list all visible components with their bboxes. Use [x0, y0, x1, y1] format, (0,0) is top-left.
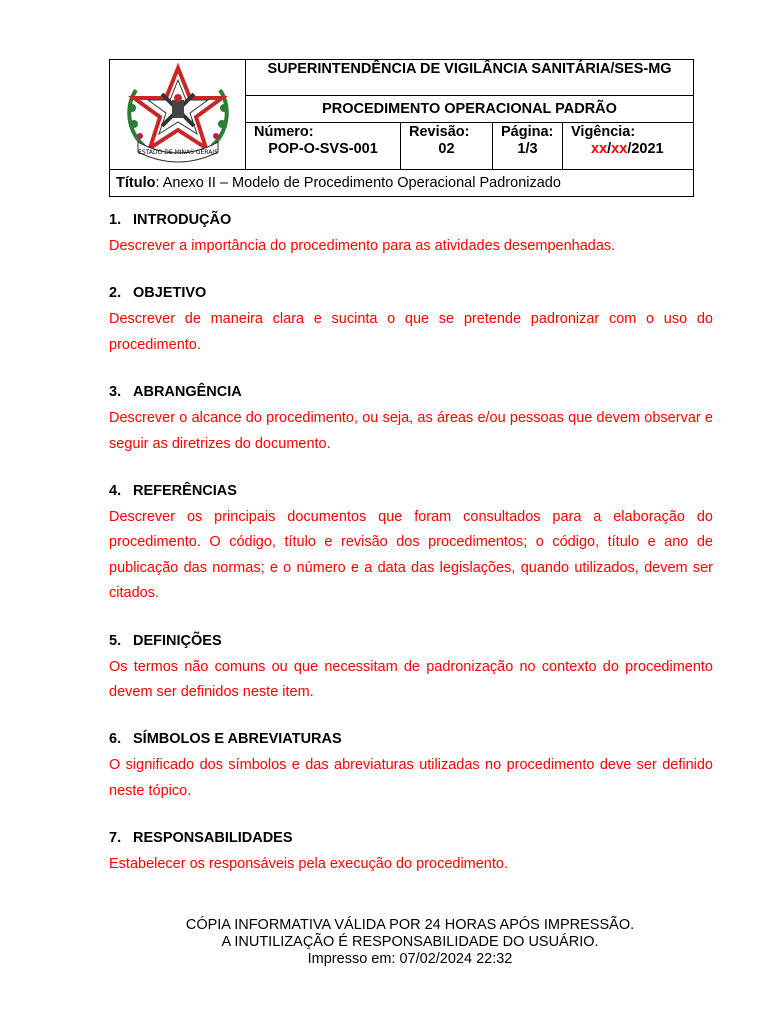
section-objetivo — [109, 283, 713, 358]
section-abrangencia — [109, 382, 713, 457]
section-heading — [109, 631, 713, 651]
section-heading — [109, 382, 713, 402]
section-number: 7. — [109, 830, 122, 847]
section-heading — [109, 828, 713, 848]
section-title: RESPONSABILIDADES — [133, 830, 293, 847]
titulo-label: Título — [116, 175, 156, 191]
section-title: DEFINIÇÕES — [133, 632, 222, 649]
organization-name: SUPERINTENDÊNCIA DE VIGILÂNCIA SANITÁRIA/SES-MG — [246, 60, 694, 96]
document-title-row — [110, 170, 694, 197]
section-heading — [109, 729, 713, 749]
section-number: 6. — [109, 731, 122, 748]
vigencia-value — [571, 141, 693, 158]
section-definicoes — [109, 631, 713, 706]
coat-of-arms-cell — [110, 60, 246, 170]
section-title: INTRODUÇÃO — [133, 212, 232, 228]
vigencia-cell — [563, 123, 694, 170]
pagina-label: Página: — [501, 124, 554, 141]
section-simbolos-abreviaturas — [109, 729, 713, 804]
section-number: 1. — [109, 212, 122, 228]
vigencia-day: xx — [591, 141, 608, 158]
section-title: OBJETIVO — [133, 285, 207, 302]
footer-print-timestamp: Impresso em: 07/02/2024 22:32 — [307, 951, 513, 967]
pagina-cell — [493, 123, 563, 170]
vigencia-label: Vigência: — [571, 124, 636, 141]
document-header — [109, 59, 694, 197]
section-heading — [109, 210, 713, 230]
vigencia-separator: / — [607, 141, 612, 158]
pagina-value: 1/3 — [517, 141, 538, 158]
section-number: 5. — [109, 632, 122, 649]
section-number: 3. — [109, 384, 122, 401]
section-referencias — [109, 481, 713, 607]
numero-cell — [246, 123, 401, 170]
numero-value: POP-O-SVS-001 — [268, 141, 378, 158]
section-number: 4. — [109, 483, 122, 500]
section-title: REFERÊNCIAS — [133, 483, 237, 500]
titulo-value: : Anexo II – Modelo de Procedimento Operacional Padronizado — [155, 175, 561, 191]
section-number: 2. — [109, 285, 122, 302]
document-body — [109, 210, 713, 902]
section-text: Estabelecer os responsáveis pela execução do procedimento. — [109, 856, 508, 873]
section-text: Descrever de maneira clara e sucinta o que se pretende padronizar com o uso do procedimento. — [109, 311, 713, 353]
section-title: SÍMBOLOS E ABREVIATURAS — [133, 731, 342, 748]
revisao-value: 02 — [438, 141, 455, 158]
section-introducao — [109, 210, 713, 259]
section-responsabilidades — [109, 828, 713, 877]
section-text: Descrever os principais documentos que foram consultados para a elaboração do procedimento. O código, título e revisão dos procedimentos; o código, título e ano de publicação das normas; e o número e a data das legislações, quando utilizados, devem ser citados. — [109, 509, 713, 602]
section-heading — [109, 481, 713, 501]
footer-responsibility-notice: A INUTILIZAÇÃO É RESPONSABILIDADE DO USUÁRIO. — [221, 934, 599, 950]
revisao-cell — [401, 123, 493, 170]
coat-of-arms-ribbon-text: ESTADO DE MINAS GERAIS — [137, 149, 218, 156]
section-text: Descrever a importância do procedimento para as atividades desempenhadas. — [109, 238, 616, 254]
section-text: O significado dos símbolos e das abreviaturas utilizadas no procedimento deve ser definido neste tópico. — [109, 757, 713, 799]
numero-label: Número: — [254, 124, 314, 141]
minas-gerais-coat-of-arms-icon — [122, 60, 234, 164]
print-footer — [0, 917, 768, 968]
vigencia-year: /2021 — [627, 141, 664, 158]
footer-validity-notice: CÓPIA INFORMATIVA VÁLIDA POR 24 HORAS APÓS IMPRESSÃO. — [185, 917, 635, 933]
section-text: Descrever o alcance do procedimento, ou seja, as áreas e/ou pessoas que devem observar e seguir as diretrizes do documento. — [109, 410, 713, 452]
section-heading — [109, 283, 713, 303]
section-title: ABRANGÊNCIA — [133, 384, 242, 401]
section-text: Os termos não comuns ou que necessitam de padronização no contexto do procedimento devem ser definidos neste item. — [109, 658, 713, 701]
revisao-label: Revisão: — [409, 124, 470, 141]
vigencia-month: xx — [611, 141, 628, 158]
document-type: PROCEDIMENTO OPERACIONAL PADRÃO — [246, 95, 694, 123]
